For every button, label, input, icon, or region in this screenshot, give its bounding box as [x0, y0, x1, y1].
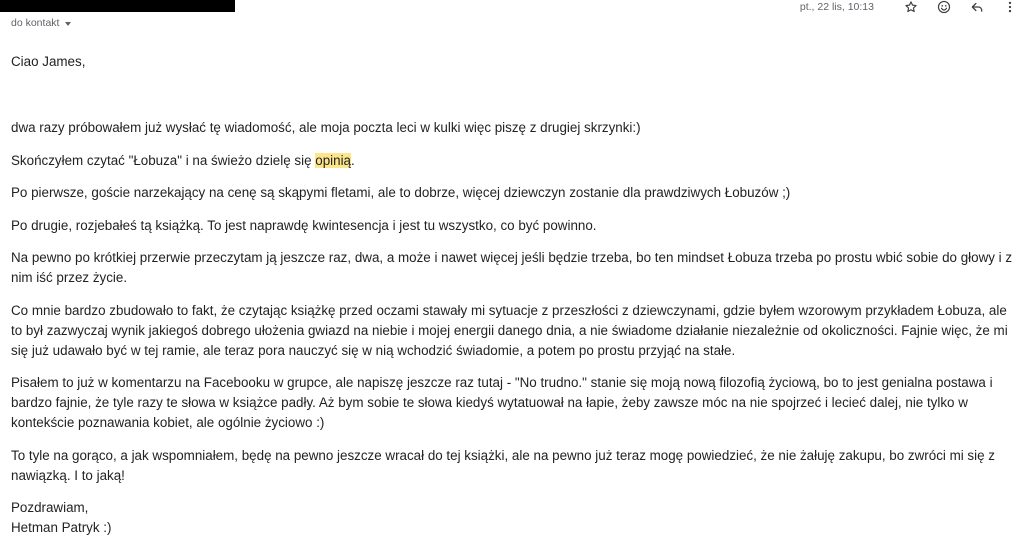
highlighted-word: opinią: [315, 152, 351, 168]
message-date: pt., 22 lis, 10:13: [799, 1, 874, 13]
paragraph-8: To tyle na gorąco, a jak wspomniałem, będę na pewno jeszcze wracał do tej książki, ale na pewno już teraz mogę powiedzieć, że nie żałuję zakupu, bo zwróci mi się z nawiązką. I to jaką!: [11, 447, 995, 483]
paragraph-7: Pisałem to już w komentarzu na Facebooku w grupce, ale napiszę jeszcze raz tutaj - "No trudno." stanie się moją nową filozofią życiową, bo to jest genialna postawa i bardzo fajnie, że tyle razy te słowa w książce padły. Aż bym sobie te słowa kiedyś wytatuował na łapie, żeby zawsze móc na nie spojrzeć i lecieć dalej, nie tylko w kontekście poznawania kobiet, ale ogólnie życiowo :): [11, 375, 993, 430]
emoji-icon[interactable]: [934, 0, 954, 14]
message-toolbar: [800, 0, 1024, 14]
redacted-sender-bar: [0, 0, 235, 12]
paragraph-2: [11, 151, 1017, 171]
recipient-details-toggle[interactable]: [11, 17, 71, 29]
signature: Hetman Patryk :): [11, 520, 112, 535]
reply-icon[interactable]: [967, 0, 987, 14]
message-body: [11, 52, 1017, 538]
paragraph-6: Co mnie bardzo zbudowało to fakt, że czytając książkę przed oczami stawały mi sytuacje z przeszłości z dziewczynami, gdzie byłem wzorowym przykładem Łobuza, ale to był zazwyczaj wynik jakiegoś dobrego ułożenia gwiazd na niebie i mojej energii danego dnia, a nie świadome działanie niezależnie od okoliczności. Fajnie więc, że mi się już udawało być w tej ramie, ale teraz pora nauczyć się w nią wchodzić świadomie, a potem po prostu przyjąć na stałe.: [11, 302, 1008, 358]
paragraph-2-text: Skończyłem czytać "Łobuza" i na świeżo dzielę się: [11, 152, 316, 168]
paragraph-3: Po pierwsze, goście narzekający na cenę są skąpymi fletami, ale to dobrze, więcej dziewczyn zostanie dla prawdziwych Łobuzów ;): [11, 185, 791, 200]
more-vert-icon[interactable]: [1000, 0, 1020, 14]
paragraph-1: dwa razy próbowałem już wysłać tę wiadomość, ale moja poczta leci w kulki więc piszę z drugiej skrzynki:): [11, 120, 641, 135]
closing: Pozdrawiam,: [11, 500, 89, 515]
paragraph-4: Po drugie, rozjebałeś tą książką. To jest naprawdę kwintesencja i jest tu wszystko, co być powinno.: [11, 217, 597, 233]
chevron-down-icon[interactable]: [65, 22, 71, 26]
paragraph-5: Na pewno po krótkiej przerwie przeczytam ją jeszcze raz, dwa, a może i nawet więcej jeśli będzie trzeba, bo ten mindset Łobuza trzeba po prostu wbić sobie do głowy i z nim iść przez życie.: [11, 250, 1013, 285]
star-icon[interactable]: [901, 0, 921, 14]
recipient-label: do kontakt: [11, 17, 60, 29]
paragraph-2-end: .: [351, 152, 355, 168]
greeting: Ciao James,: [11, 54, 86, 69]
